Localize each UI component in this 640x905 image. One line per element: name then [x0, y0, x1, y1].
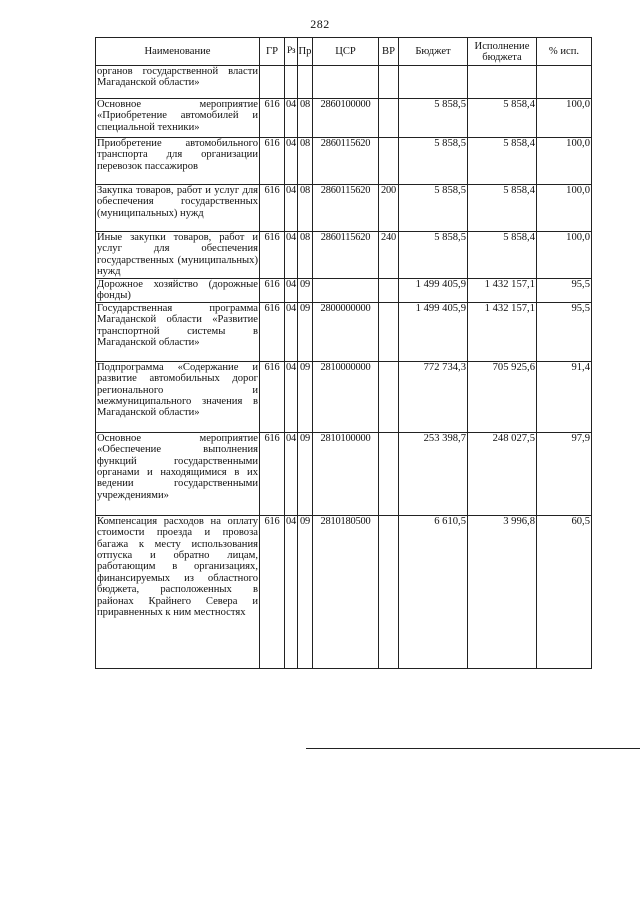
cell-budget: 5 858,5	[399, 232, 468, 279]
table-row	[96, 432, 592, 515]
cell-budget: 253 398,7	[399, 432, 468, 515]
cell-name: Основное мероприятие «Приобретение автомобилей и специальной техники»	[96, 99, 260, 138]
cell-csr	[313, 279, 379, 303]
cell-budget: 772 734,3	[399, 361, 468, 432]
cell-execution: 5 858,4	[468, 185, 537, 232]
cell-percent: 95,5	[537, 279, 592, 303]
cell-gr: 616	[260, 432, 285, 515]
table-row	[96, 138, 592, 185]
header-budget: Бюджет	[399, 38, 468, 66]
cell-csr: 2810000000	[313, 361, 379, 432]
cell-pr: 09	[298, 279, 313, 303]
cell-name: Приобретение автомобильного транспорта для организации перевозок пассажиров	[96, 138, 260, 185]
cell-budget: 5 858,5	[399, 185, 468, 232]
cell-pr: 08	[298, 185, 313, 232]
cell-rz: 04	[285, 279, 298, 303]
cell-vr: 200	[379, 185, 399, 232]
table-row	[96, 361, 592, 432]
cell-vr	[379, 302, 399, 361]
cell-budget: 5 858,5	[399, 99, 468, 138]
header-percent: % исп.	[537, 38, 592, 66]
cell-execution: 5 858,4	[468, 99, 537, 138]
cell-execution: 248 027,5	[468, 432, 537, 515]
cell-csr: 2860115620	[313, 185, 379, 232]
cell-pr	[298, 66, 313, 99]
cell-budget	[399, 66, 468, 99]
cell-percent: 95,5	[537, 302, 592, 361]
table-body	[96, 66, 592, 669]
page-number: 282	[310, 17, 330, 31]
table-row	[96, 279, 592, 303]
cell-execution: 1 432 157,1	[468, 302, 537, 361]
cell-gr: 616	[260, 361, 285, 432]
cell-name: органов государственной власти Магаданской области»	[96, 66, 260, 99]
cell-name: Закупка товаров, работ и услуг для обеспечения государственных (муниципальных) нужд	[96, 185, 260, 232]
cell-name: Основное мероприятие «Обеспечение выполнения функций государственными органами и находящимися в их ведении государственными учреждениями»	[96, 432, 260, 515]
table-row	[96, 302, 592, 361]
cell-pr: 08	[298, 99, 313, 138]
header-name: Наименование	[96, 38, 260, 66]
header-gr: ГР	[260, 38, 285, 66]
cell-name: Дорожное хозяйство (дорожные фонды)	[97, 279, 258, 302]
cell-name: Государственная программа Магаданской области «Развитие транспортной системы в Магаданской области»	[96, 302, 260, 361]
table-row	[96, 99, 592, 138]
cell-budget: 6 610,5	[399, 515, 468, 668]
cell-name: Компенсация расходов на оплату стоимости проезда и провоза багажа к месту использования отпуска и обратно лицам, работающим в организациях, финансируемых из областного бюджета, расположенных в районах Крайнего Севера и приравненных к ним местностях	[96, 515, 260, 668]
cell-name: Иные закупки товаров, работ и услуг для обеспечения государственных (муниципальных) нужд	[97, 232, 258, 278]
cell-csr: 2810100000	[313, 432, 379, 515]
header-pr: Пр	[298, 38, 313, 66]
cell-csr	[313, 66, 379, 99]
header-csr: ЦСР	[313, 38, 379, 66]
cell-rz: 04	[285, 515, 298, 668]
cell-pr: 08	[298, 138, 313, 185]
cell-execution: 1 432 157,1	[468, 279, 537, 303]
cell-rz: 04	[285, 99, 298, 138]
bottom-rule	[306, 748, 640, 749]
table-header-row	[96, 38, 592, 66]
cell-rz: 04	[285, 232, 298, 279]
cell-execution: 5 858,4	[468, 138, 537, 185]
cell-gr: 616	[260, 302, 285, 361]
cell-csr: 2860115620	[313, 138, 379, 185]
cell-gr: 616	[260, 279, 285, 303]
cell-gr: 616	[260, 515, 285, 668]
cell-vr	[379, 138, 399, 185]
cell-percent: 100,0	[537, 232, 592, 279]
cell-percent: 100,0	[537, 138, 592, 185]
cell-name: Подпрограмма «Содержание и развитие автомобильных дорог регионального и межмуниципального значения в Магаданской области»	[96, 361, 260, 432]
cell-budget: 1 499 405,9	[399, 302, 468, 361]
cell-gr: 616	[260, 138, 285, 185]
cell-execution: 3 996,8	[468, 515, 537, 668]
cell-pr: 09	[298, 515, 313, 668]
table-row	[96, 232, 592, 279]
cell-rz: 04	[285, 302, 298, 361]
cell-csr: 2810180500	[313, 515, 379, 668]
cell-gr: 616	[260, 185, 285, 232]
cell-percent: 91,4	[537, 361, 592, 432]
table-row	[96, 515, 592, 668]
budget-table	[95, 37, 592, 669]
cell-csr: 2860100000	[313, 99, 379, 138]
header-rz: Рз	[285, 38, 298, 66]
cell-vr	[379, 279, 399, 303]
cell-pr: 09	[298, 302, 313, 361]
table-row	[96, 185, 592, 232]
cell-percent: 97,9	[537, 432, 592, 515]
cell-percent: 60,5	[537, 515, 592, 668]
cell-vr	[379, 99, 399, 138]
cell-csr: 2860115620	[313, 232, 379, 279]
cell-percent: 100,0	[537, 99, 592, 138]
cell-rz: 04	[285, 185, 298, 232]
cell-gr: 616	[260, 99, 285, 138]
cell-execution	[468, 66, 537, 99]
cell-pr: 09	[298, 432, 313, 515]
cell-percent	[537, 66, 592, 99]
table-row	[96, 66, 592, 99]
cell-rz: 04	[285, 138, 298, 185]
cell-gr	[260, 66, 285, 99]
cell-gr: 616	[260, 232, 285, 279]
header-vr: ВР	[379, 38, 399, 66]
cell-csr: 2800000000	[313, 302, 379, 361]
cell-vr	[379, 515, 399, 668]
cell-vr: 240	[379, 232, 399, 279]
cell-vr	[379, 361, 399, 432]
cell-rz: 04	[285, 432, 298, 515]
cell-execution: 5 858,4	[468, 232, 537, 279]
cell-budget: 5 858,5	[399, 138, 468, 185]
cell-budget: 1 499 405,9	[399, 279, 468, 303]
cell-vr	[379, 66, 399, 99]
cell-percent: 100,0	[537, 185, 592, 232]
cell-pr: 09	[298, 361, 313, 432]
cell-vr	[379, 432, 399, 515]
cell-rz: 04	[285, 361, 298, 432]
header-execution: Исполнение бюджета	[468, 38, 537, 66]
cell-rz	[285, 66, 298, 99]
cell-execution: 705 925,6	[468, 361, 537, 432]
cell-pr: 08	[298, 232, 313, 279]
